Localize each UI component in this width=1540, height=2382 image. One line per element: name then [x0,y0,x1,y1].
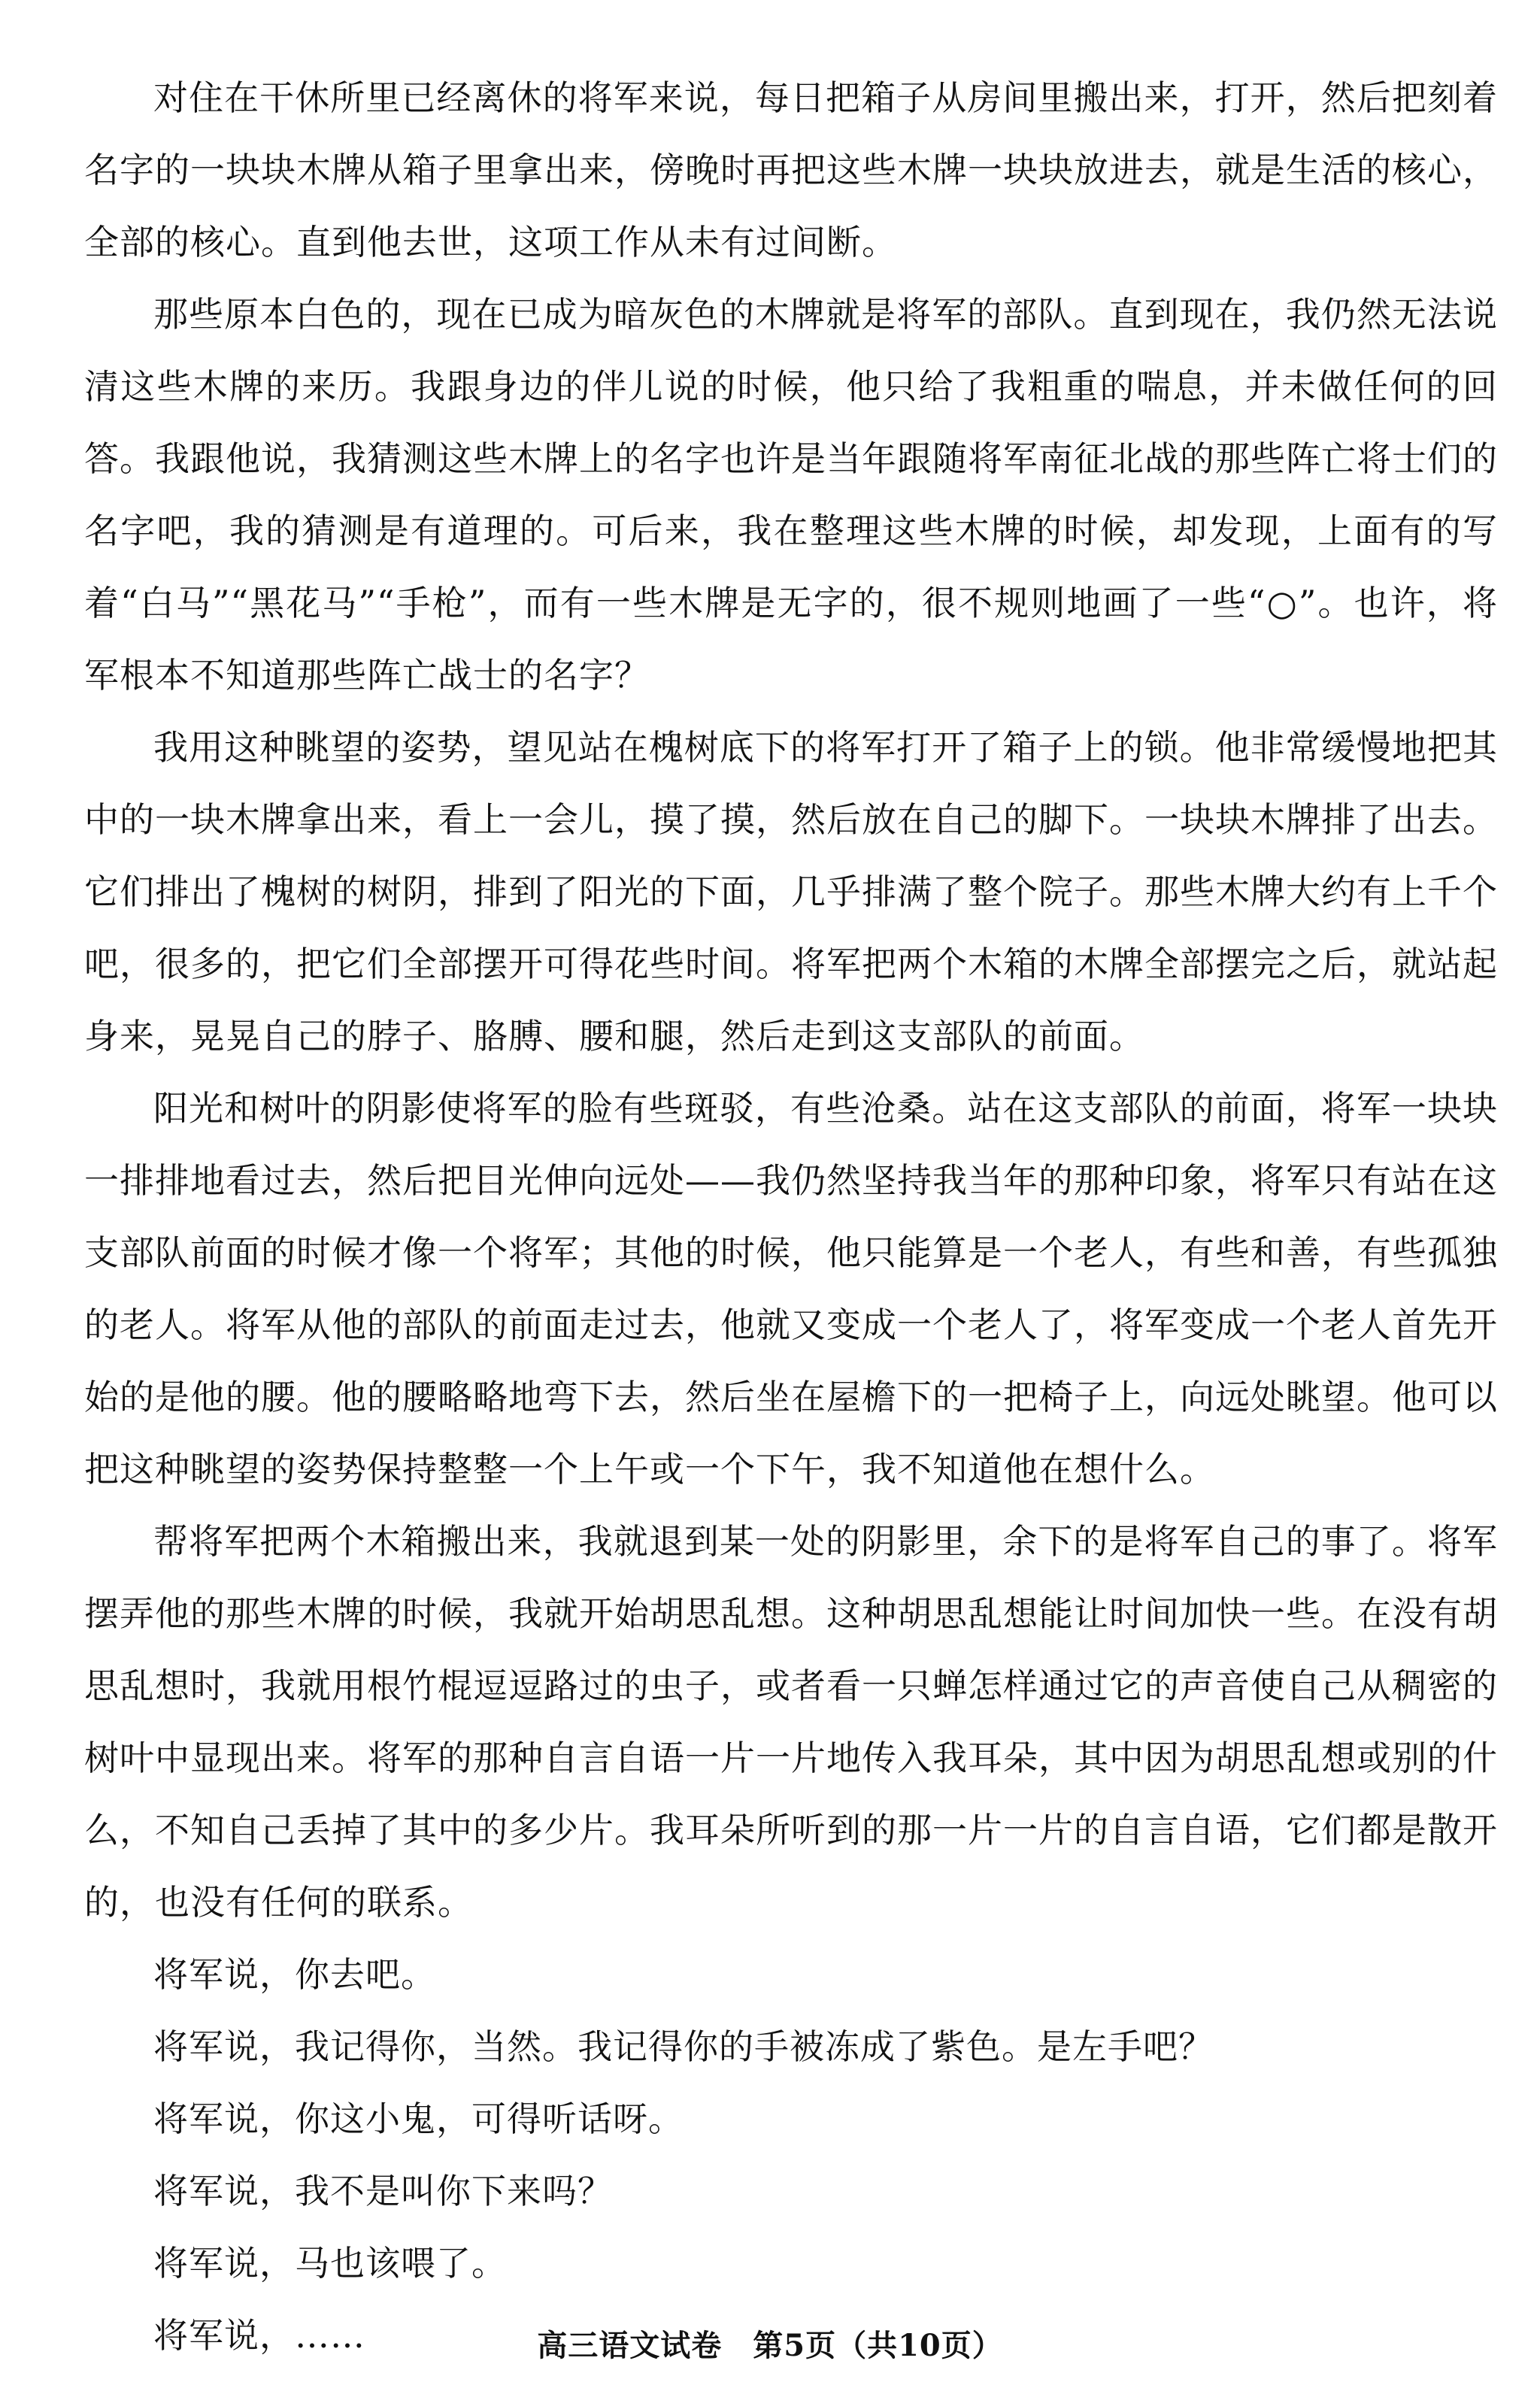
paragraph-4: 阳光和树叶的阴影使将军的脸有些斑驳，有些沧桑。站在这支部队的前面，将军一块块一排排地看过去，然后把目光伸向远处——我仍然坚持我当年的那种印象，将军只有站在这支部队前面的时候才像一个将军；其他的时候，他只能算是一个老人，有些和善，有些孤独的老人。将军从他的部队的前面走过去，他就又变成一个老人了，将军变成一个老人首先开始的是他的腰。他的腰略略地弯下去，然后坐在屋檐下的一把椅子上，向远处眺望。他可以把这种眺望的姿势保持整整一个上午或一个下午，我不知道他在想什么。 [84,1088,1498,1490]
dialogue-line-5: 将军说，马也该喂了。 [153,2243,507,2284]
paragraph-1: 对住在干休所里已经离休的将军来说，每日把箱子从房间里搬出来，打开，然后把刻着名字的一块块木牌从箱子里拿出来，傍晚时再把这些木牌一块块放进去，就是生活的核心，全部的核心。直到他去世，这项工作从未有过间断。 [84,77,1498,262]
page-footer: 高三语文试卷 第5页（共10页） [537,2328,1003,2363]
dialogue-line-6: 将军说，…… [153,2315,365,2356]
dialogue-line-2: 将军说，我记得你，当然。我记得你的手被冻成了紫色。是左手吧？ [153,2026,1214,2067]
paragraph-5: 帮将军把两个木箱搬出来，我就退到某一处的阴影里，余下的是将军自己的事了。将军摆弄他的那些木牌的时候，我就开始胡思乱想。这种胡思乱想能让时间加快一些。在没有胡思乱想时，我就用根竹棍逗逗路过的虫子，或者看一只蝉怎样通过它的声音使自己从稠密的树叶中显现出来。将军的那种自言自语一片一片地传入我耳朵，其中因为胡思乱想或别的什么，不知自己丢掉了其中的多少片。我耳朵所听到的那一片一片的自言自语，它们都是散开的，也没有任何的联系。 [84,1521,1498,1923]
dialogue-line-3: 将军说，你这小鬼，可得听话呀。 [153,2099,684,2139]
dialogue-line-1: 将军说，你去吧。 [153,1954,436,1995]
paragraph-3: 我用这种眺望的姿势，望见站在槐树底下的将军打开了箱子上的锁。他非常缓慢地把其中的一块木牌拿出来，看上一会儿，摸了摸，然后放在自己的脚下。一块块木牌排了出去。它们排出了槐树的树阴，排到了阳光的下面，几乎排满了整个院子。那些木牌大约有上千个吧，很多的，把它们全部摆开可得花些时间。将军把两个木箱的木牌全部摆完之后，就站起身来，晃晃自己的脖子、胳膊、腰和腿，然后走到这支部队的前面。 [84,727,1498,1056]
paragraph-2: 那些原本白色的，现在已成为暗灰色的木牌就是将军的部队。直到现在，我仍然无法说清这些木牌的来历。我跟身边的伴儿说的时候，他只给了我粗重的喘息，并未做任何的回答。我跟他说，我猜测这些木牌上的名字也许是当年跟随将军南征北战的那些阵亡将士们的名字吧，我的猜测是有道理的。可后来，我在整理这些木牌的时候，却发现，上面有的写着“白马”“黑花马”“手枪”，而有一些木牌是无字的，很不规则地画了一些“○”。也许，将军根本不知道那些阵亡战士的名字？ [84,294,1498,696]
article-body [84,62,1498,2371]
dialogue-line-4: 将军说，我不是叫你下来吗？ [153,2171,613,2211]
